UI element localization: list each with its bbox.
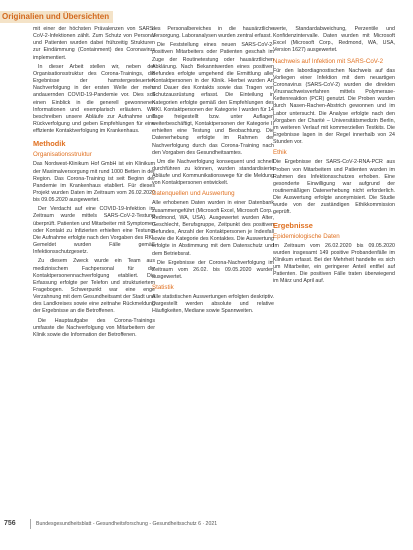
paragraph: Alle erhobenen Daten wurden in einer Datenbank zusammengeführt (Microsoft Excel, Microsoft Corp., Redmond, WA, USA). Ausgewertet wurden Alter, Geschlecht, Berufsgruppe, Zeitpunkt des positiven Befundes, Anzahl der Kontaktpersonen je Indexfall sowie die Kategorie des Kontaktes. Die Auswertung erfolgte in Abstimmung mit dem Datenschutz und dem Betriebsrat.	[152, 200, 274, 257]
paragraph: werte, Standardabweichung, Perzentile und Konfidenzintervalle. Daten wurden mit Microsoft Excel (Microsoft Corp., Redmond, WA, USA, Version 1627) ausgewertet.	[273, 26, 395, 54]
paragraph: Um die Nachverfolgung konsequent und schnell durchführen zu können, wurden standardisierte Abläufe und Kommunikationswege für die Meldung von Kontaktpersonen entwickelt.	[152, 158, 274, 187]
paragraph: mit einer der höchsten Prävalenzen von SARS-CoV-2-Infektionen zählt. Zum Schutz von Personal und Patienten wurden dabei frühzeitig Strukturen zur Eindämmung (Containment) des Coronavirus implementiert.	[33, 26, 155, 61]
footer-divider	[30, 519, 31, 529]
paragraph: Für den labordiagnostischen Nachweis auf das Vorliegen einer Infektion mit dem neuartigen Coronavirus (SARS-CoV-2) wurden die direkten Virusnachweisverfahren mittels Polymerase-Kettenreaktion (PCR) genutzt. Die Proben wurden durch Nasen-Rachen-Abstrich gewonnen und im Labor untersucht. Die Analyse erfolgte nach den Vorgaben der Charité – Universitätsmedizin Berlin, im weiteren Verlauf mit kommerziellen Testkits. Die Ergebnisse lagen in der Regel innerhalb von 24 Stunden vor.	[273, 67, 395, 146]
subheading-ethics: Ethik	[273, 149, 287, 157]
paragraph: Zu diesem Zweck wurde ein Team aus medizinischem Fachpersonal für die Kontaktpersonennachverfolgung etabliert. Die Erfassung erfolgte per Telefon und strukturiertem Fragebogen. Schwerpunkt war eine enge Verzahnung mit dem Gesundheitsamt der Stadt und des Landkreises sowie eine zeitnahe Rückmeldung der Ergebnisse an die Betroffenen.	[33, 258, 155, 315]
paragraph: Der Verdacht auf eine COVID-19-Infektion im Zeitraum wurde mittels SARS-CoV-2-Testung überprüft. Patienten und Mitarbeiter mit Symptomen oder Kontakt zu Infizierten erhielten eine Testung. Die Aufnahme erfolgte nach den Vorgaben des RKI. Gemeldet wurden Fälle gemäß Infektionsschutzgesetz.	[33, 206, 155, 256]
subheading-epidemiology: Epidemiologische Daten	[273, 232, 340, 240]
paragraph: Im Zeitraum vom 26.02.2020 bis 09.05.2020 wurden insgesamt 149 positive Probandenfälle im Klinikum erfasst. Bei der Mehrheit handelte es sich um Mitarbeiter, ein geringerer Anteil entfiel auf Patienten. Die positiven Fälle traten überwiegend im März und April auf.	[273, 242, 395, 285]
heading-methods: Methodik	[33, 139, 66, 149]
subheading-statistics: Statistik	[152, 284, 174, 292]
subheading-organisation: Organisationsstruktur	[33, 151, 92, 159]
column-right	[273, 26, 395, 288]
paragraph: Die Feststellung eines neuen SARS-CoV-2-positiven Mitarbeiters oder Patienten geschah im Zuge der Routinetestung oder hausärztlichen Abklärung. Nach Bekanntwerden eines positiven Befundes erfolgte umgehend die Ermittlung aller Kontaktpersonen in der Klinik. Hierbei wurden Art und Dauer des Kontakts sowie das Tragen von Schutzausrüstung erfasst. Die Einteilung in Kategorien erfolgte gemäß den Empfehlungen des RKI. Kontaktpersonen der Kategorie I wurden für 14 Tage freigestellt bzw. unter Auflagen weiterbeschäftigt, Kontaktpersonen der Kategorie II erhielten eine Testung und Beobachtung. Die Datenerhebung erfolgte im Rahmen der Nachverfolgung durch das Corona-Training nach den Vorgaben des Gesundheitsamtes.	[152, 42, 274, 156]
heading-results: Ergebnisse	[273, 220, 313, 230]
subheading-data-sources: Datenquellen und Auswertung	[152, 190, 235, 198]
paragraph: des Personalbereiches in die hausärztliche Versorgung. Laboranalysen wurden zentral erfasst.	[152, 26, 274, 40]
paragraph: Alle statistischen Auswertungen erfolgten deskriptiv. Dargestellt werden absolute und relative Häufigkeiten, Mediane sowie Spannweiten.	[152, 294, 274, 315]
paragraph: Das Nordwest-Klinikum Hof GmbH ist ein Klinikum der Maximalversorgung mit rund 1000 Betten in der Region. Das Corona-Training ist seit Beginn der Pandemie im Krankenhaus etabliert. Für dieses Projekt wurden Daten im Zeitraum vom 26.02.2020 bis 09.05.2020 ausgewertet.	[33, 161, 155, 204]
page-footer	[0, 518, 413, 530]
journal-citation: Bundesgesundheitsblatt - Gesundheitsforschung - Gesundheitsschutz 6 · 2021	[36, 521, 218, 527]
column-left	[33, 26, 155, 341]
paragraph: Die Hauptaufgabe des Corona-Trainings umfasste die Nachverfolgung von Mitarbeitern der Klinik sowie die Information der Betroffenen.	[33, 317, 155, 338]
paragraph: Die Ergebnisse der SARS-CoV-2-RNA-PCR aus Proben von Mitarbeitern und Patienten wurden im Rahmen des Infektionsschutzes erhoben. Eine gesonderte Einwilligung war aufgrund der routinemäßigen Datenerhebung nicht erforderlich. Die Auswertung erfolgte anonymisiert. Die Studie wurde von der zuständigen Ethikkommission geprüft.	[273, 159, 395, 216]
paragraph: Die Ergebnisse der Corona-Nachverfolgung im Zeitraum vom 26.02. bis 09.05.2020 wurden ausgewertet.	[152, 259, 274, 280]
column-middle	[152, 26, 274, 318]
page-number: 756	[4, 520, 16, 527]
section-tag: Originalien und Übersichten	[0, 11, 113, 23]
subheading-detection: Nachweis auf Infektion mit SARS-CoV-2	[273, 57, 384, 65]
paragraph: In dieser Arbeit stellen wir, neben der Organisationsstruktur des Corona-Trainings, die Ergebnisse der hamstergesteuerten Nachverfolgung in der ersten Welle der mehr andauernden COVID-19-Pandemie vor. Dies soll einen Einblick in die generell gewonnenen Informationen und exemplarisch erläutern. Wir beschreiben unsere Abläufe zur Aufnahme und Rückverfolgung und geben Empfehlungen für eine effiziente Kontaktverfolgung im Krankenhaus.	[33, 63, 155, 135]
